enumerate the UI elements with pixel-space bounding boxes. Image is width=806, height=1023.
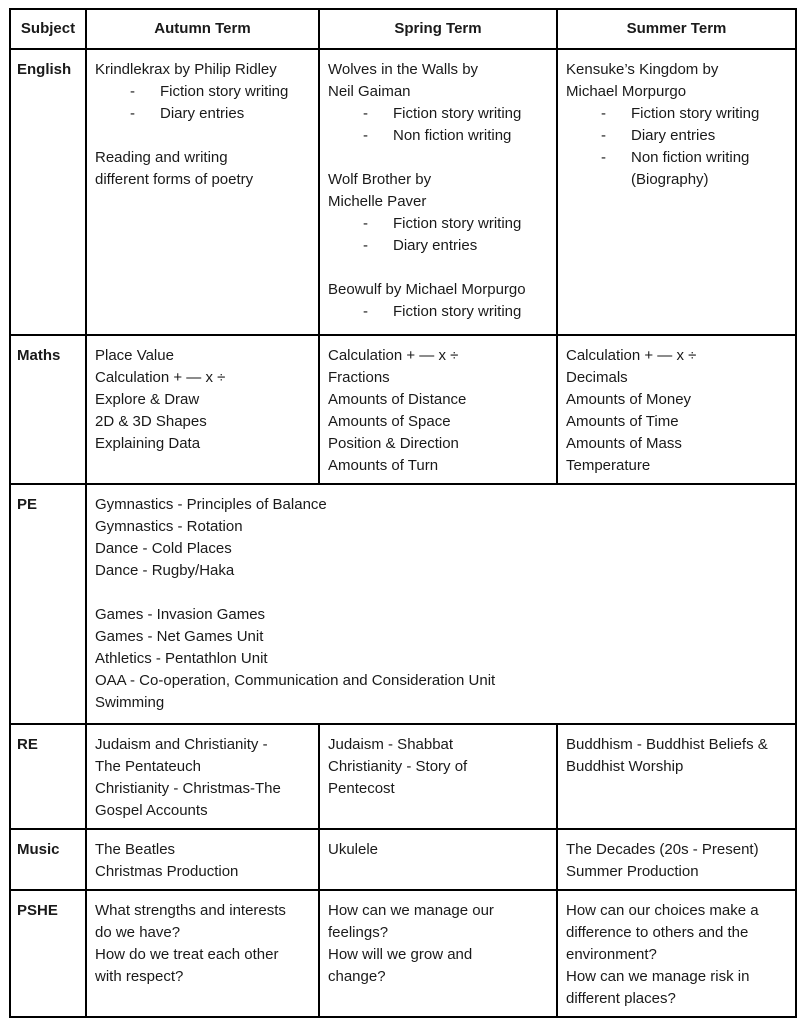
text-line: Judaism - Shabbat [328,736,454,753]
table-row-english [10,49,796,335]
text-line: Games - Invasion Games [95,606,266,623]
term-cell-spring [319,890,557,1017]
text-line: Place Value [95,347,174,364]
bullet-text: Non fiction writing [393,127,512,144]
bullet-text: Non fiction writing [631,149,750,166]
text-line: Judaism and Christianity - [95,736,268,753]
bullet-text: Diary entries [160,105,245,122]
term-cell-autumn [86,829,319,890]
text-line: Position & Direction [328,435,459,452]
subject-cell: PE [10,484,86,724]
text-line: OAA - Co-operation, Communication and Consideration Unit [95,672,496,689]
term-cell-spring [319,724,557,829]
text-line: Michael Morpurgo [566,83,687,100]
term-cell-summer [557,49,796,335]
table-row-maths [10,335,796,484]
bullet-item [328,125,548,147]
table-row-music [10,829,796,890]
text-line: Amounts of Money [566,391,692,408]
dash-bullet: - [601,127,606,144]
term-cell-summer [557,829,796,890]
subject-cell: Music [10,829,86,890]
text-line: How do we treat each other [95,946,279,963]
bullet-item [328,103,548,125]
text-line: Temperature [566,457,651,474]
subject-cell: English [10,49,86,335]
subject-cell: Maths [10,335,86,484]
text-line: Beowulf by Michael Morpurgo [328,281,526,298]
text-line: How can our choices make a [566,902,759,919]
dash-bullet: - [601,149,606,166]
term-cell-summer [557,724,796,829]
dash-bullet: - [363,127,368,144]
term-cell-spring [319,49,557,335]
dash-bullet: - [363,237,368,254]
text-line: The Pentateuch [95,758,201,775]
text-line: Amounts of Space [328,413,451,430]
bullet-text: Fiction story writing [393,105,522,122]
table-row-pshe [10,890,796,1017]
text-line: Calculation + — x ÷ [566,347,697,364]
table-row-pe [10,484,796,724]
bullet-text: Fiction story writing [393,215,522,232]
table-row-re [10,724,796,829]
header-subject: Subject [10,9,86,49]
bullet-item [328,235,548,257]
dash-bullet: - [363,215,368,232]
term-cell-spring [319,335,557,484]
text-line: The Decades (20s - Present) [566,841,759,858]
header-spring-term: Spring Term [319,9,557,49]
text-line: How can we manage our [328,902,494,919]
text-line: Gymnastics - Principles of Balance [95,496,327,513]
subject-cell: PSHE [10,890,86,1017]
text-line: Reading and writing [95,149,228,166]
term-cell-autumn [86,335,319,484]
text-line: with respect? [95,968,184,985]
text-line: difference to others and the [566,924,749,941]
curriculum-sheet [9,8,797,1018]
term-cell-autumn [86,49,319,335]
text-line: Dance - Cold Places [95,540,232,557]
text-line: different forms of poetry [95,171,254,188]
text-line: Wolves in the Walls by [328,61,479,78]
term-cell-autumn [86,724,319,829]
text-line: Michelle Paver [328,193,427,210]
text-line: Gospel Accounts [95,802,208,819]
text-line: Athletics - Pentathlon Unit [95,650,268,667]
text-line: The Beatles [95,841,176,858]
text-line: How will we grow and [328,946,473,963]
text-line: Neil Gaiman [328,83,411,100]
text-line: Krindlekrax by Philip Ridley [95,61,277,78]
text-line: Summer Production [566,863,699,880]
bullet-item [566,125,787,147]
term-cell-all [86,484,796,724]
text-line: 2D & 3D Shapes [95,413,207,430]
dash-bullet: - [130,105,135,122]
dash-bullet: - [363,105,368,122]
text-line: Christmas Production [95,863,239,880]
dash-bullet: - [363,303,368,320]
header-autumn-term: Autumn Term [86,9,319,49]
text-line: Gymnastics - Rotation [95,518,243,535]
bullet-item [328,213,548,235]
bullet-item [95,81,310,103]
text-line: Swimming [95,694,165,711]
text-line: Dance - Rugby/Haka [95,562,235,579]
bullet-text: Diary entries [631,127,716,144]
dash-bullet: - [601,105,606,122]
text-line: Calculation + — x ÷ [328,347,459,364]
text-line: Calculation + — x ÷ [95,369,226,386]
text-line: Ukulele [328,841,379,858]
text-line: Buddhist Worship [566,758,684,775]
term-cell-summer [557,890,796,1017]
text-line: Decimals [566,369,628,386]
text-line: Amounts of Time [566,413,679,430]
subject-cell: RE [10,724,86,829]
bullet-item [95,103,310,125]
text-line: Christianity - Story of [328,758,468,775]
blank-line [95,125,310,147]
bullet-item [328,301,548,323]
text-line: feelings? [328,924,389,941]
text-line: Wolf Brother by [328,171,432,188]
text-line: How can we manage risk in [566,968,750,985]
text-line: Christianity - Christmas-The [95,780,281,797]
bullet-text: Diary entries [393,237,478,254]
text-line: Kensuke’s Kingdom by [566,61,719,78]
bullet-item [566,103,787,125]
text-line: change? [328,968,386,985]
text-line: Games - Net Games Unit [95,628,264,645]
term-cell-autumn [86,890,319,1017]
header-summer-term: Summer Term [557,9,796,49]
text-line: Pentecost [328,780,395,797]
text-line: Amounts of Distance [328,391,467,408]
text-line: Explaining Data [95,435,201,452]
text-line: What strengths and interests [95,902,286,919]
text-line: Explore & Draw [95,391,200,408]
text-line: environment? [566,946,657,963]
bullet-text: Fiction story writing [631,105,760,122]
curriculum-table [9,8,797,1018]
bullet-continuation-text: (Biography) [631,171,709,188]
bullet-text: Fiction story writing [393,303,522,320]
text-line: Amounts of Mass [566,435,682,452]
blank-line [328,147,548,169]
blank-line [95,582,787,604]
curriculum-body [10,49,796,1017]
term-cell-spring [319,829,557,890]
text-line: Amounts of Turn [328,457,439,474]
text-line: Fractions [328,369,390,386]
dash-bullet: - [130,83,135,100]
term-cell-summer [557,335,796,484]
bullet-text: Fiction story writing [160,83,289,100]
header-row [10,9,796,49]
text-line: do we have? [95,924,181,941]
text-line: Buddhism - Buddhist Beliefs & [566,736,768,753]
bullet-item [566,147,787,169]
text-line: different places? [566,990,676,1007]
blank-line [328,257,548,279]
